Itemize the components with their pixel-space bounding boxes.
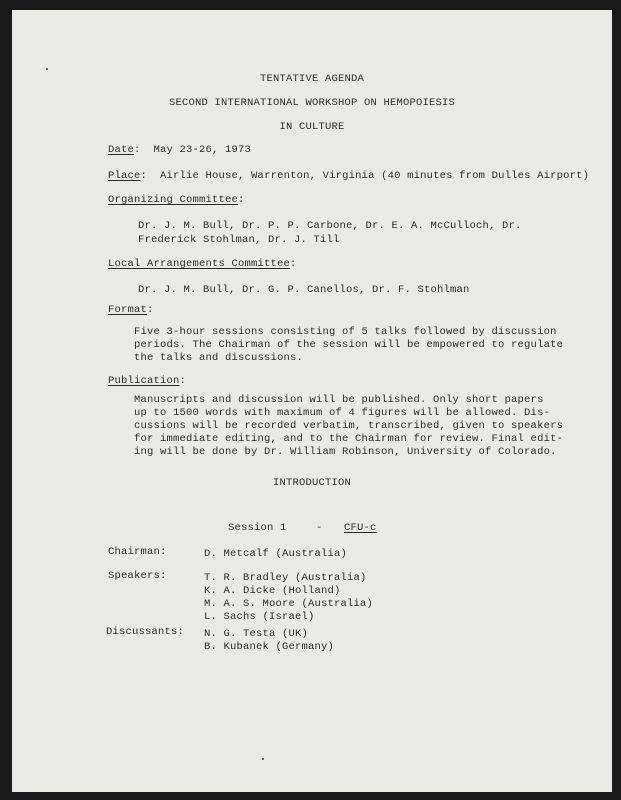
speaker-item: K. A. Dicke (Holland) [204,585,341,597]
introduction-heading: INTRODUCTION [272,477,351,489]
local-heading: Local Arrangements Committee: [108,258,297,270]
organizing-line-2: Frederick Stohlman, Dr. J. Till [138,234,340,246]
place-value: Airlie House, Warrenton, Virginia (40 minutes from Dulles Airport) [160,170,590,182]
format-line-1: Five 3-hour sessions consisting of 5 talks followed by discussion [134,326,557,338]
session-title: Session 1 [228,522,287,534]
publication-heading: Publication: [108,375,187,387]
format-line-3: the talks and discussions. [134,352,304,364]
discussant-item: B. Kubanek (Germany) [204,641,335,653]
publication-line-2: up to 1500 words with maximum of 4 figures will be allowed. Dis- [134,407,551,419]
discussants-label: Discussants: [106,626,185,638]
paper-speck [46,68,48,70]
format-heading: Format: [108,304,154,316]
publication-line-5: ing will be done by Dr. William Robinson, University of Colorado. [134,446,557,458]
place-label: Place [108,170,141,182]
organizing-heading: Organizing Committee: [108,194,245,206]
agenda-title: TENTATIVE AGENDA [259,73,365,85]
place-row: Place: Airlie House, Warrenton, Virginia (40 minutes from Dulles Airport) [108,170,590,182]
discussant-item: N. G. Testa (UK) [204,628,309,640]
date-value: May 23-26, 1973 [153,144,252,156]
chairman-label: Chairman: [108,546,167,558]
local-line-1: Dr. J. M. Bull, Dr. G. P. Canellos, Dr. F. Stohlman [138,284,470,296]
speaker-item: T. R. Bradley (Australia) [204,572,367,584]
local-label: Local Arrangements Committee [108,258,291,270]
speaker-item: L. Sachs (Israel) [204,611,315,623]
paper-speck [262,758,264,760]
publication-line-3: cussions will be recorded verbatim, transcribed, given to speakers [134,420,564,432]
date-row: Date: May 23-26, 1973 [108,144,252,156]
workshop-title: SECOND INTERNATIONAL WORKSHOP ON HEMOPOIESIS [168,97,456,109]
session-dash: - [316,522,323,534]
format-line-2: periods. The Chairman of the session will be empowered to regulate [134,339,564,351]
speakers-label: Speakers: [108,570,167,582]
date-label: Date [108,144,135,156]
organizing-label: Organizing Committee [108,194,239,206]
publication-line-4: for immediate editing, and to the Chairman for review. Final edit- [134,433,564,445]
document-page [12,10,612,792]
chairman-value: D. Metcalf (Australia) [204,548,348,560]
format-label: Format [108,304,148,316]
organizing-line-1: Dr. J. M. Bull, Dr. P. P. Carbone, Dr. E. A. McCulloch, Dr. [138,220,522,232]
publication-label: Publication [108,375,180,387]
publication-line-1: Manuscripts and discussion will be published. Only short papers [134,394,544,406]
session-topic: CFU-c [344,522,377,534]
speaker-item: M. A. S. Moore (Australia) [204,598,374,610]
workshop-subtitle: IN CULTURE [279,121,345,133]
